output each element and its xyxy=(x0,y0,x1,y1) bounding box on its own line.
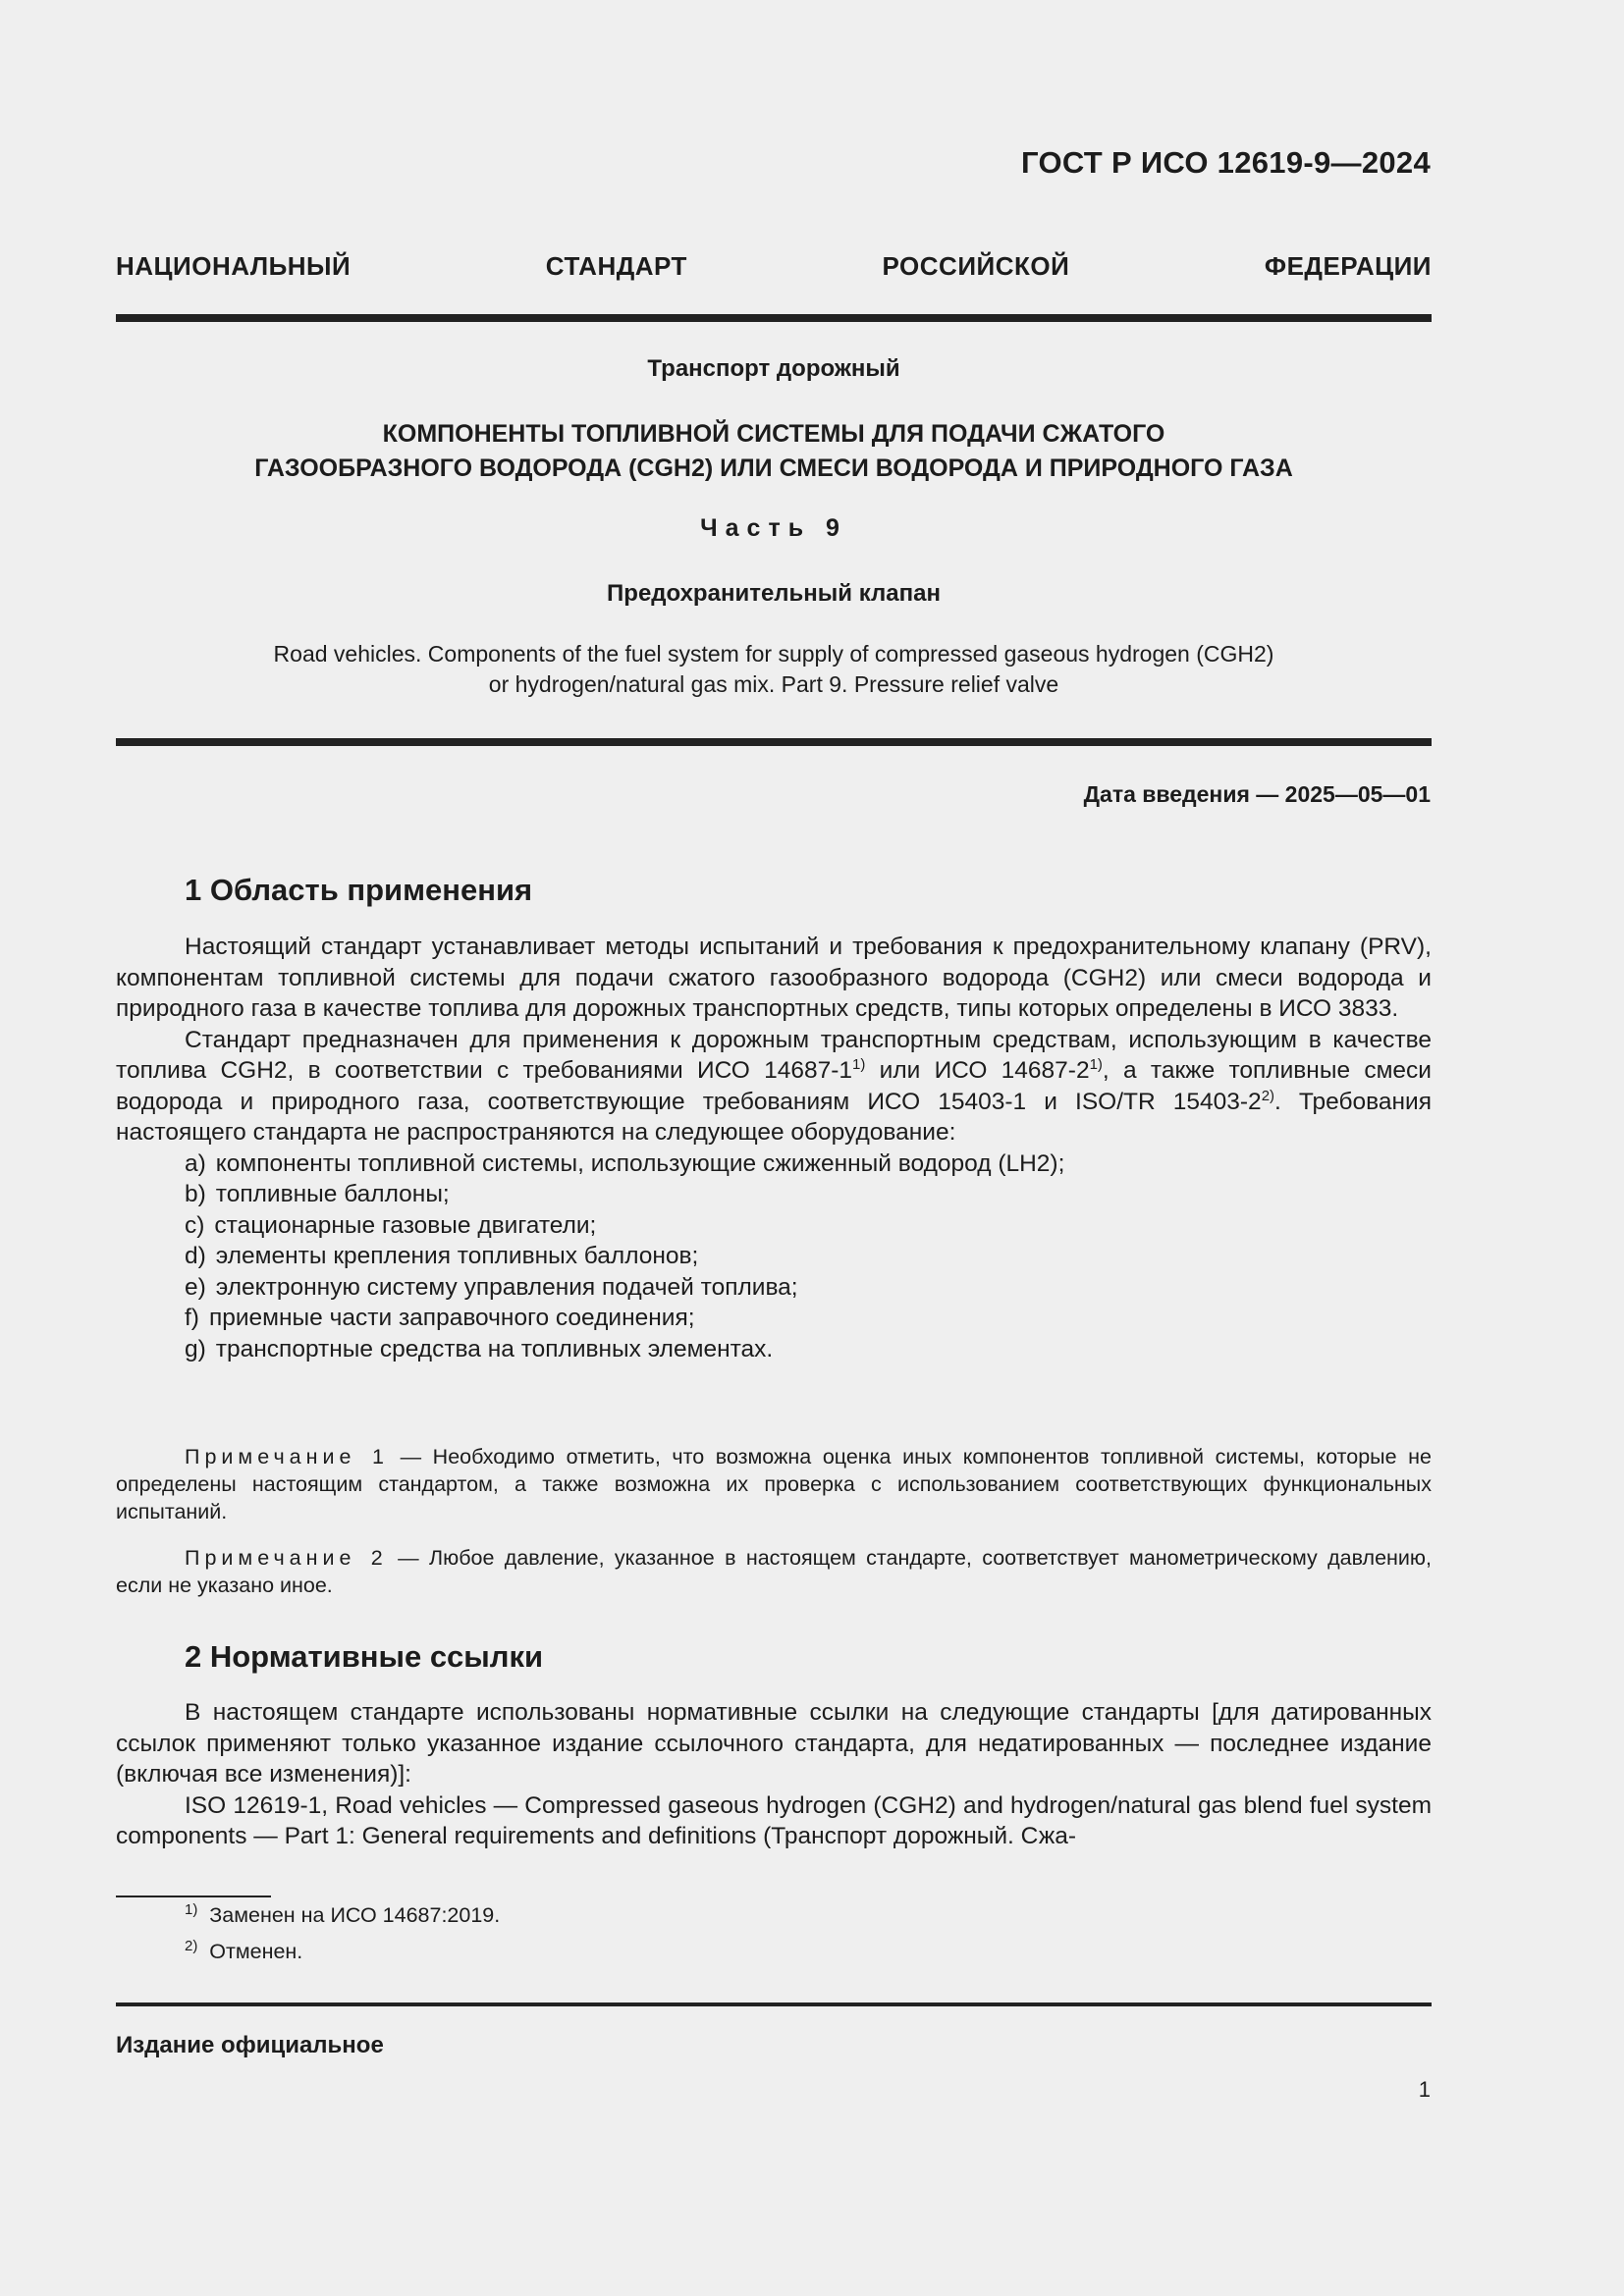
section2-body xyxy=(116,1697,1432,1852)
footnote-ref: 1) xyxy=(1089,1055,1103,1073)
footnote-2: $^{2)}$ Отменен. xyxy=(185,1937,303,1963)
title-main-line2: ГАЗООБРАЗНОГО ВОДОРОДА (CGH2) ИЛИ СМЕСИ ВОДОРОДА И ПРИРОДНОГО ГАЗА xyxy=(254,454,1293,482)
title-domain: Транспорт дорожный xyxy=(647,355,900,382)
section1-paragraph2: Стандарт предназначен для применения к дорожным транспортным средствам, использующим в качестве топлива CGH2, в соответствии с требованиями ИСО 14687-1$^{1)}$ или ИСО 14687-2$^{1)}$, а также топливные смеси водорода и природного газа, соответствующие требованиям ИСО 15403-1 и ISO/TR 15403-2$^{2)}$. Требования настоящего стандарта не распространяются на следующее оборудование: xyxy=(116,1026,1432,1146)
footnote-ref: 2) xyxy=(1261,1087,1275,1104)
title-english-line1: Road vehicles. Components of the fuel system for supply of compressed gaseous hydrogen (CGH2) xyxy=(273,641,1274,667)
title-english xyxy=(116,639,1432,700)
national-standard-banner: НАЦИОНАЛЬНЫЙ СТАНДАРТ РОССИЙСКОЙ ФЕДЕРАЦИИ xyxy=(116,251,1432,281)
footnote-ref: 1) xyxy=(852,1055,866,1073)
title-subtitle: Предохранительный клапан xyxy=(607,580,941,607)
title-main-line1: КОМПОНЕНТЫ ТОПЛИВНОЙ СИСТЕМЫ ДЛЯ ПОДАЧИ СЖАТОГО xyxy=(382,420,1165,448)
gost-code: ГОСТ Р ИСО 12619-9—2024 xyxy=(1021,145,1431,180)
title-english-line2: or hydrogen/natural gas mix. Part 9. Pressure relief valve xyxy=(488,671,1059,697)
section1-body xyxy=(116,932,1432,1364)
title-part: Часть 9 xyxy=(700,514,847,542)
note-1: Примечание 1 — Необходимо отметить, что возможна оценка иных компонентов топливной системы, которые не определены настоящим стандартом, а также возможна их проверка с использованием соответствующих функциональных испытаний. xyxy=(116,1445,1432,1523)
top-divider xyxy=(116,314,1432,322)
list-item: d) элементы крепления топливных баллонов; xyxy=(185,1243,699,1269)
footer-divider xyxy=(116,2002,1432,2006)
list-item: a) компоненты топливной системы, использующие сжиженный водород (LH2); xyxy=(185,1149,1065,1177)
list-item: e) электронную систему управления подачей топлива; xyxy=(185,1273,798,1301)
footnote-divider xyxy=(116,1896,271,1897)
introduction-date: Дата введения — 2025—05—01 xyxy=(1083,781,1431,807)
section1-heading: 1 Область применения xyxy=(185,873,533,907)
list-item: b) топливные баллоны; xyxy=(185,1181,450,1207)
section2-paragraph2: ISO 12619-1, Road vehicles — Compressed gaseous hydrogen (CGH2) and hydrogen/natural gas blend fuel system components — Part 1: General requirements and definitions (Транспорт дорожный. Сжа- xyxy=(116,1791,1432,1849)
section2-heading: 2 Нормативные ссылки xyxy=(185,1639,544,1674)
note-2: Примечание 2 — Любое давление, указанное в настоящем стандарте, соответствует манометрическому давлению, если не указано иное. xyxy=(116,1546,1433,1597)
list-item: f) приемные части заправочного соединения; xyxy=(185,1305,695,1331)
title-divider xyxy=(116,738,1432,746)
page-number: 1 xyxy=(1418,2077,1431,2102)
section2-paragraph1: В настоящем стандарте использованы нормативные ссылки на следующие стандарты [для датированных ссылок применяют только указанное издание ссылочного стандарта, для недатированных — последнее издание (включая все изменения)]: xyxy=(116,1699,1432,1788)
footnote-1: $^{1)}$ Заменен на ИСО 14687:2019. xyxy=(185,1900,501,1927)
edition-label: Издание официальное xyxy=(116,2032,384,2058)
title-main xyxy=(116,417,1432,486)
list-item: c) стационарные газовые двигатели; xyxy=(185,1211,597,1239)
section1-paragraph1: Настоящий стандарт устанавливает методы испытаний и требования к предохранительному клапану (PRV), компонентам топливной системы для подачи сжатого газообразного водорода (CGH2) или смеси водорода и природного газа в качестве топлива для дорожных транспортных средств, типы которых определены в ИСО 3833. xyxy=(116,934,1432,1022)
note-label: Примечание 1 xyxy=(185,1445,389,1468)
list-item: g) транспортные средства на топливных элементах. xyxy=(185,1335,774,1362)
note-label: Примечание 2 xyxy=(185,1546,388,1570)
exclusion-list xyxy=(116,1148,1432,1365)
